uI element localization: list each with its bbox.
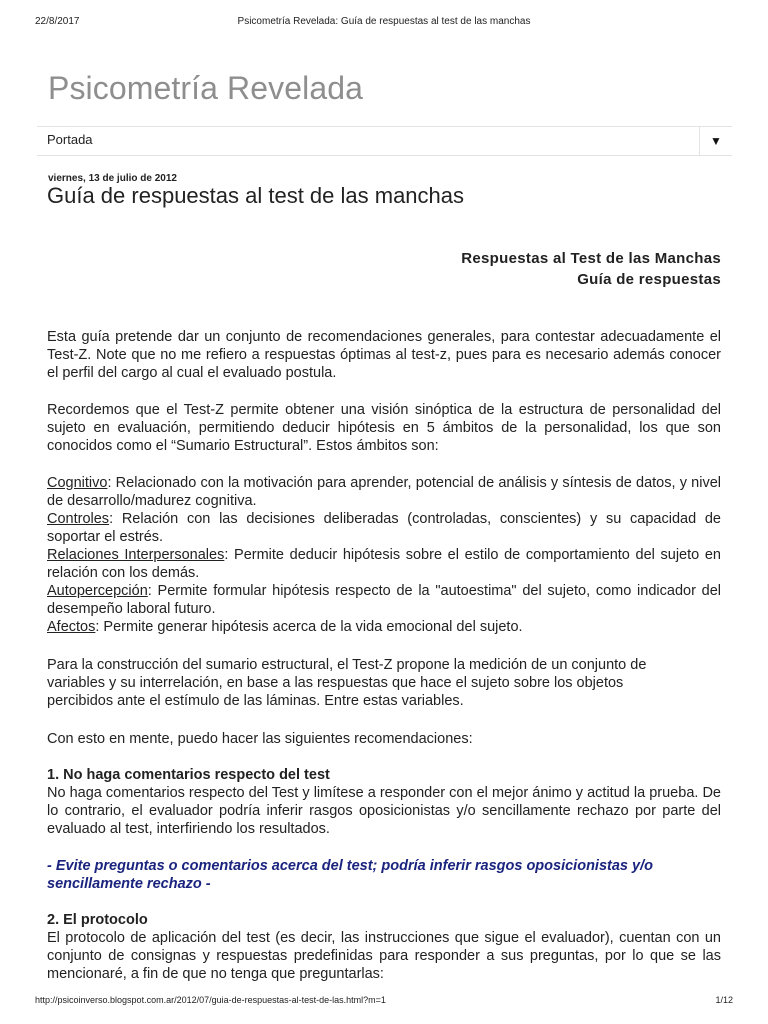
text-line: Para la construcción del sumario estructural, el Test-Z propone la medición de un conjunto de [47,657,647,673]
post-heading-line-1: Respuestas al Test de las Manchas [461,250,721,267]
area-description: : Permite formular hipótesis respecto de la "autoestima" del sujeto, como indicador del desempeño laboral futuro. [47,583,721,617]
area-description: : Permite deducir hipótesis sobre el estilo de comportamiento del sujeto en relación con los demás. [47,547,721,581]
area-term[interactable]: Controles [47,511,110,527]
navigation-bar [37,126,732,156]
callout-note [47,857,721,893]
dropdown-arrow-icon[interactable]: ▼ [699,127,732,155]
post-heading-line-2: Guía de respuestas [577,271,721,288]
callout-line: sencillamente rechazo - [47,876,211,892]
post-title: Guía de respuestas al test de las manchas [47,183,465,208]
callout-line: - Evite preguntas o comentarios acerca del test; podría inferir rasgos oposicionistas y/o [47,858,653,874]
area-term[interactable]: Relaciones Interpersonales [47,547,225,563]
text-line: variables y su interrelación, en base a las respuestas que hace el sujeto sobre los objetos [47,675,624,691]
variables-paragraph [47,656,721,710]
intro-paragraph: Esta guía pretende dar un conjunto de recomendaciones generales, para contestar adecuadamente el Test-Z. Note que no me refiero a respuestas óptimas al test-z, pues para es necesario además conocer el perfil del cargo al cual el evaluado postula. [47,329,721,381]
area-term[interactable]: Autopercepción [47,583,148,599]
area-description: : Permite generar hipótesis acerca de la vida emocional del sujeto. [95,619,523,635]
print-header [35,16,733,30]
section-heading-2: 2. El protocolo [47,912,148,928]
list-item [47,582,721,618]
area-description: : Relación con las decisiones deliberadas (controladas, conscientes) y su capacidad de soportar el estrés. [47,511,721,545]
section-1-text: No haga comentarios respecto del Test y limítese a responder con el mejor ánimo y actitud la prueba. De lo contrario, el evaluador podría inferir rasgos oposicionistas y/o sencillamente rechazo por parte del evaluado al test, interfiriendo los resultados. [47,785,721,837]
section-heading-1: 1. No haga comentarios respecto del test [47,767,330,783]
list-item [47,510,721,546]
area-term[interactable]: Cognitivo [47,475,108,491]
page-number: 1/12 [715,995,733,1005]
section-2-text: El protocolo de aplicación del test (es decir, las instrucciones que sigue el evaluador), cuentan con un conjunto de consignas y respuestas predefinidas para responder a sus preguntas, por lo que se las mencionaré, a fin de que no tenga que preguntarlas: [47,930,721,982]
area-term[interactable]: Afectos [47,619,96,635]
list-item [47,618,721,636]
post-date: viernes, 13 de julio de 2012 [48,173,177,184]
text-line: percibidos ante el estímulo de las láminas. Entre estas variables. [47,693,464,709]
structure-paragraph: Recordemos que el Test-Z permite obtener una visión sinóptica de la estructura de personalidad del sujeto en evaluación, permitiendo deducir hipótesis en 5 ámbitos de la personalidad, los que son conocidos como el “Sumario Estructural”. Estos ámbitos son: [47,402,721,454]
print-page-title: Psicometría Revelada: Guía de respuestas al test de las manchas [237,16,531,27]
list-item [47,546,721,582]
print-footer [35,995,733,1009]
area-description: : Relacionado con la motivación para aprender, potencial de análisis y síntesis de datos, y nivel de desarrollo/madurez cognitiva. [47,475,721,509]
print-date: 22/8/2017 [35,16,80,27]
nav-portada-link[interactable]: Portada [47,132,93,147]
list-item [47,474,721,510]
recommendations-intro: Con esto en mente, puedo hacer las siguientes recomendaciones: [47,731,473,747]
areas-list [47,474,721,636]
print-url: http://psicoinverso.blogspot.com.ar/2012/07/guia-de-respuestas-al-test-de-las.html?m=1 [35,995,386,1005]
blog-title[interactable]: Psicometría Revelada [48,70,364,106]
